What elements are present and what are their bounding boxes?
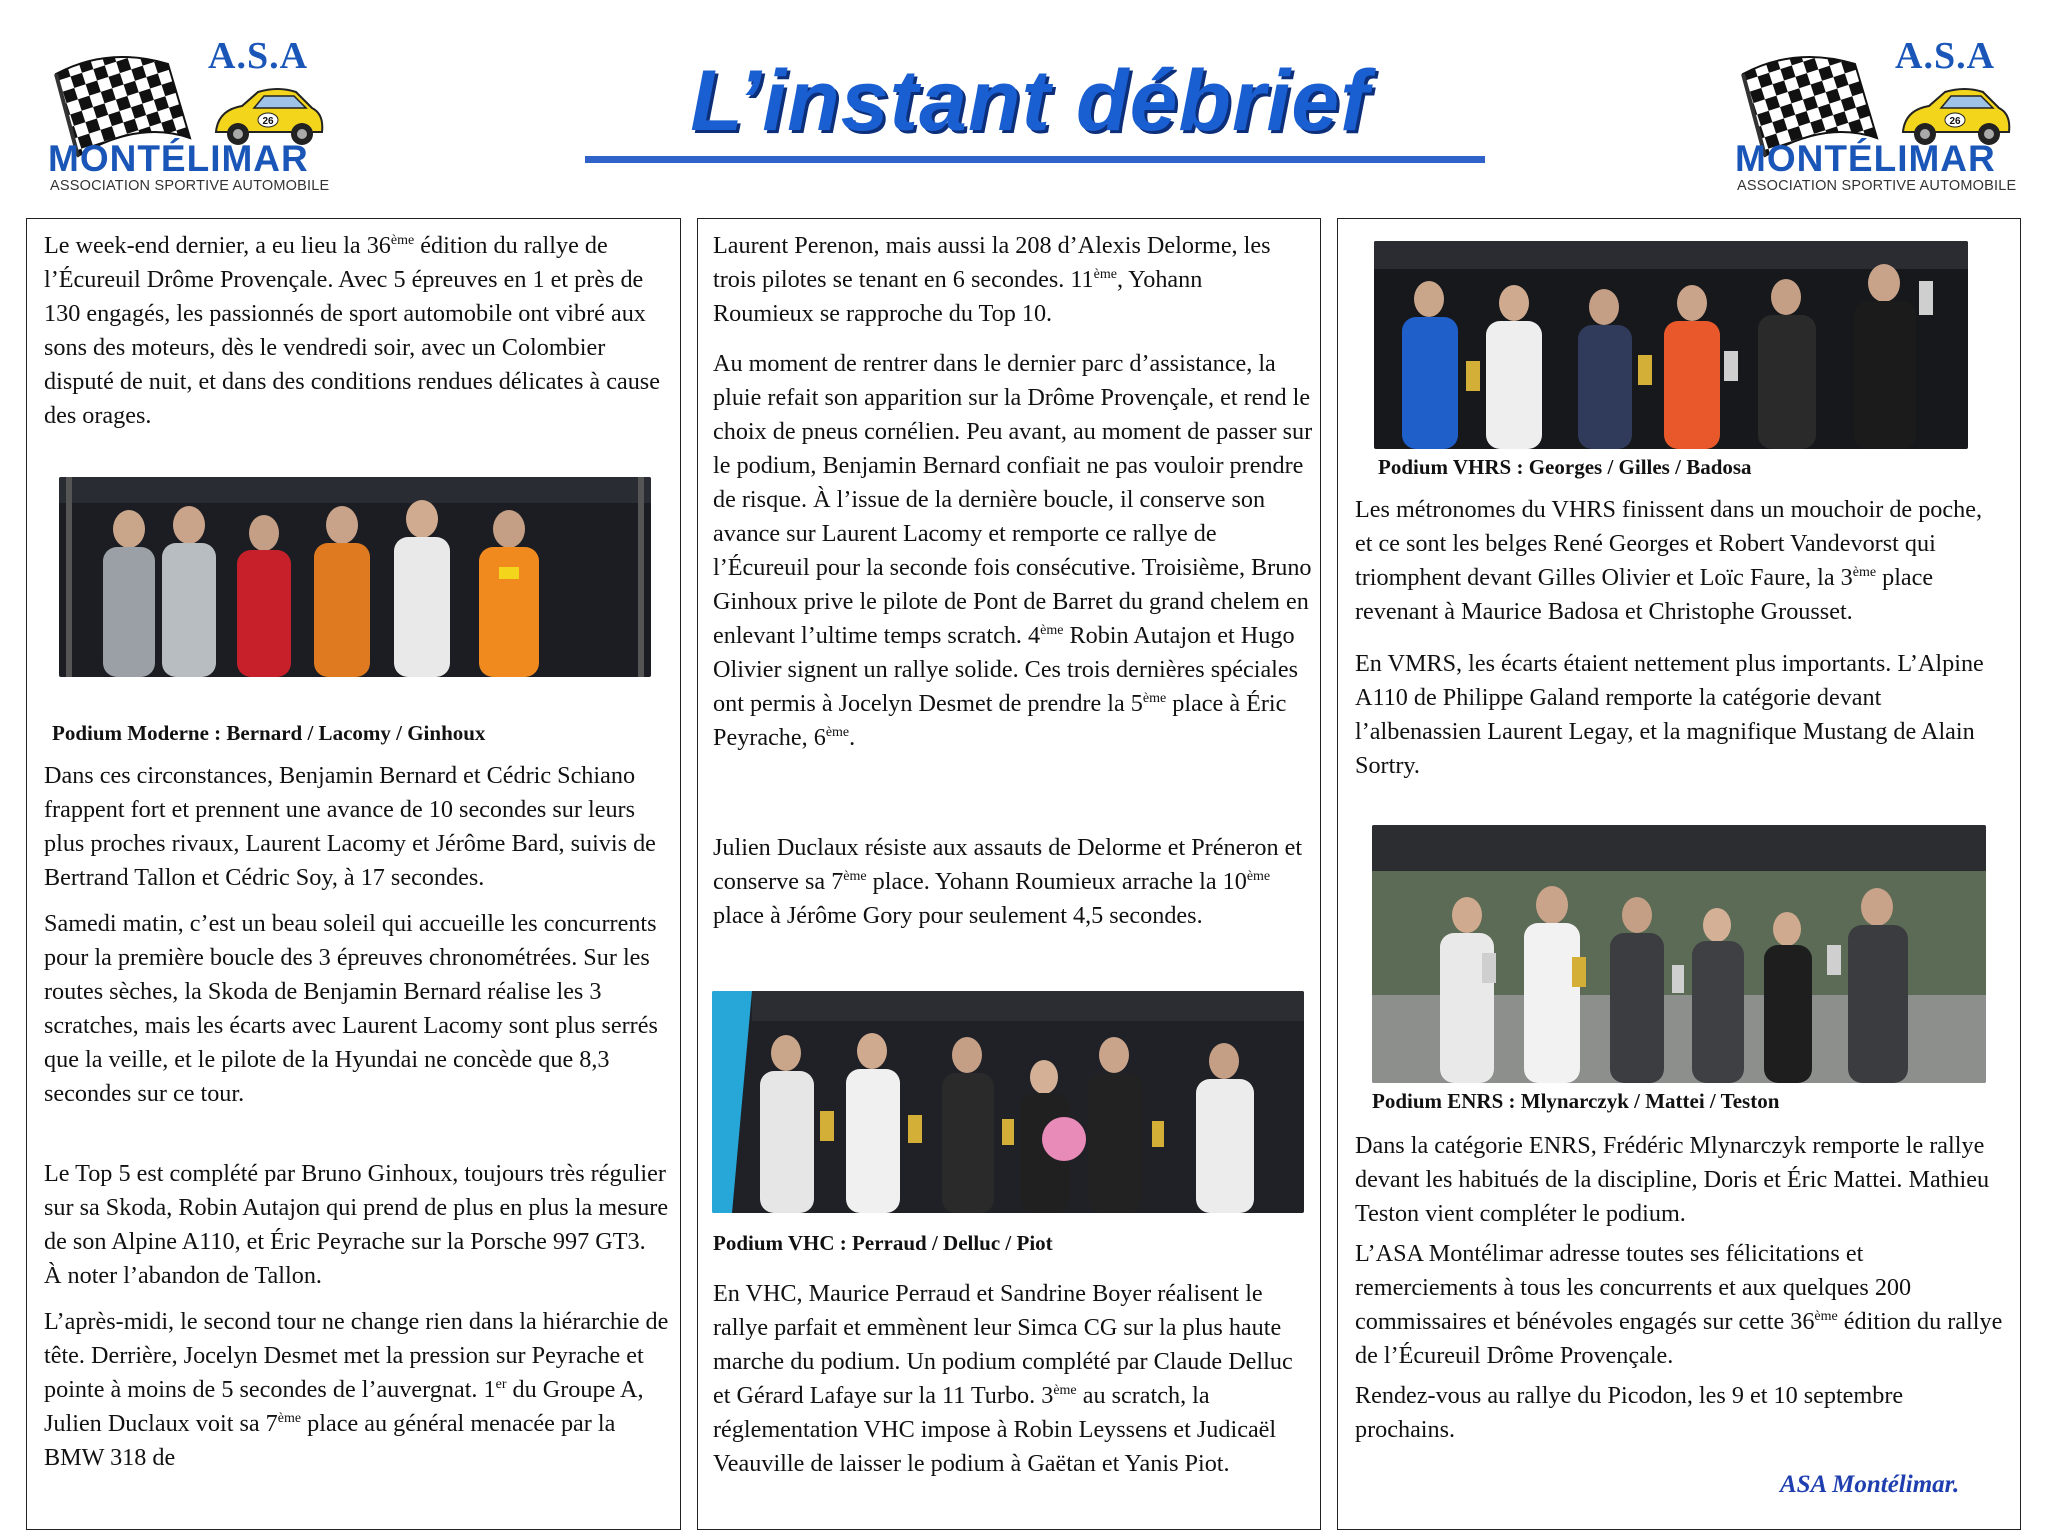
asa-logo-right	[1735, 34, 2025, 199]
col1-paragraph-2: Dans ces circonstances, Benjamin Bernard et Cédric Schiano frappent fort et prennent une avance de 10 secondes sur leurs plus proches rivaux, Laurent Lacomy et Jérôme Bard, suivis de Bertrand Tallon et Cédric Soy, à 17 secondes.	[44, 762, 656, 891]
title-underline	[585, 156, 1485, 163]
article-column-2	[697, 218, 1321, 1530]
signature: ASA Montélimar.	[1780, 1471, 1960, 1498]
caption-podium-enrs: Podium ENRS : Mlynarczyk / Mattei / Teston	[1372, 1089, 1780, 1113]
col2-paragraph-2: Au moment de rentrer dans le dernier parc d’assistance, la pluie refait son apparition sur la Drôme Provençale, et rend le choix de pneus cornélien. Peu avant, au moment de passer sur le podium, Benjamin Bernard confiait ne pas vouloir prendre de risque. À l’issue de la dernière boucle, il conserve son avance sur Laurent Lacomy et remporte ce rallye de l’Écureuil pour la seconde fois consécutive. Troisième, Bruno Ginhoux prive le pilote de Pont de Barret du grand chelem en enlevant l’ultime temps scratch. 4ème Robin Autajon et Hugo Olivier signent un rallye solide. Ces trois dernières spéciales ont permis à Jocelyn Desmet de prendre la 5ème place à Éric Peyrache, 6ème.	[713, 350, 1313, 751]
podium-vhrs-photo	[1374, 241, 1968, 449]
asa-logo-left	[48, 34, 338, 199]
logo-city-text: MONTÉLIMAR	[48, 138, 309, 179]
logo-car-number: 26	[1949, 116, 1961, 127]
logo-asa-text: A.S.A	[208, 35, 309, 77]
page-title: L’instant débrief	[690, 53, 1370, 149]
logo-city-text: MONTÉLIMAR	[1735, 138, 1996, 179]
col1-paragraph-1: Le week-end dernier, a eu lieu la 36ème édition du rallye de l’Écureuil Drôme Provençale. Avec 5 épreuves en 1 et près de 130 engagés, les passionnés de sport automobile ont vibré aux sons des moteurs, dès le vendredi soir, avec un Colombier disputé de nuit, et dans des conditions rendues délicates à cause des orages.	[44, 232, 660, 429]
col1-paragraph-3: Samedi matin, c’est un beau soleil qui accueille les concurrents pour la première boucle des 3 épreuves chronométrées. Sur les routes sèches, la Skoda de Benjamin Bernard réalise les 3 scratches, mais les écarts avec Laurent Lacomy sont plus serrés que la veille, et le pilote de la Hyundai ne concède que 8,3 secondes sur ce tour.	[44, 910, 658, 1107]
article-column-1	[26, 218, 681, 1530]
caption-podium-moderne: Podium Moderne : Bernard / Lacomy / Ginhoux	[52, 721, 486, 745]
logo-car-number: 26	[262, 116, 274, 127]
col3-paragraph-5: Rendez-vous au rallye du Picodon, les 9 et 10 septembre prochains.	[1355, 1382, 1904, 1443]
podium-vhc-photo	[712, 991, 1304, 1213]
caption-podium-vhrs: Podium VHRS : Georges / Gilles / Badosa	[1378, 455, 1752, 479]
logo-subtitle: ASSOCIATION SPORTIVE AUTOMOBILE	[50, 178, 330, 194]
col1-paragraph-5: L’après-midi, le second tour ne change rien dans la hiérarchie de tête. Derrière, Jocelyn Desmet met la pression sur Peyrache et pointe à moins de 5 secondes de l’auvergnat. 1er du Groupe A, Julien Duclaux voit sa 7ème place au général menacée par la BMW 318 de	[44, 1308, 669, 1471]
col1-paragraph-4: Le Top 5 est complété par Bruno Ginhoux, toujours très régulier sur sa Skoda, Robin Autajon qui prend de plus en plus la mesure de son Alpine A110, et Éric Peyrache sur la Porsche 997 GT3. À noter l’abandon de Tallon.	[44, 1160, 669, 1289]
podium-moderne-photo	[59, 477, 651, 677]
col2-paragraph-3: Julien Duclaux résiste aux assauts de Delorme et Préneron et conserve sa 7ème place. Yohann Roumieux arrache la 10ème place à Jérôme Gory pour seulement 4,5 secondes.	[713, 834, 1303, 929]
col3-paragraph-3: Dans la catégorie ENRS, Frédéric Mlynarczyk remporte le rallye devant les habitués de la discipline, Doris et Éric Mattei. Mathieu Teston vient compléter le podium.	[1355, 1132, 1990, 1227]
col3-paragraph-4: L’ASA Montélimar adresse toutes ses félicitations et remerciements à tous les concurrents et aux quelques 200 commissaires et bénévoles engagés sur cette 36ème édition du rallye de l’Écureuil Drôme Provençale.	[1355, 1240, 2003, 1369]
logo-asa-text: A.S.A	[1895, 35, 1996, 77]
podium-enrs-photo	[1372, 825, 1986, 1083]
col2-paragraph-4: En VHC, Maurice Perraud et Sandrine Boyer réalisent le rallye parfait et emmènent leur Simca CG sur la plus haute marche du podium. Un podium complété par Claude Delluc et Gérard Lafaye sur la 11 Turbo. 3ème au scratch, la réglementation VHC impose à Robin Leyssens et Judicaël Veauville de laisser le podium à Gaëtan et Yanis Piot.	[713, 1280, 1293, 1477]
logo-subtitle: ASSOCIATION SPORTIVE AUTOMOBILE	[1737, 178, 2017, 194]
col3-paragraph-1: Les métronomes du VHRS finissent dans un mouchoir de poche, et ce sont les belges René Georges et Robert Vandevorst qui triomphent devant Gilles Olivier et Loïc Faure, la 3ème place revenant à Maurice Badosa et Christophe Grousset.	[1355, 496, 1982, 625]
col3-paragraph-2: En VMRS, les écarts étaient nettement plus importants. L’Alpine A110 de Philippe Galand remporte la catégorie devant l’albenassien Laurent Legay, et la magnifique Mustang de Alain Sortry.	[1355, 650, 1984, 779]
caption-podium-vhc: Podium VHC : Perraud / Delluc / Piot	[713, 1231, 1053, 1255]
article-column-3	[1337, 218, 2021, 1530]
col2-paragraph-1: Laurent Perenon, mais aussi la 208 d’Alexis Delorme, les trois pilotes se tenant en 6 secondes. 11ème, Yohann Roumieux se rapproche du Top 10.	[713, 232, 1271, 327]
